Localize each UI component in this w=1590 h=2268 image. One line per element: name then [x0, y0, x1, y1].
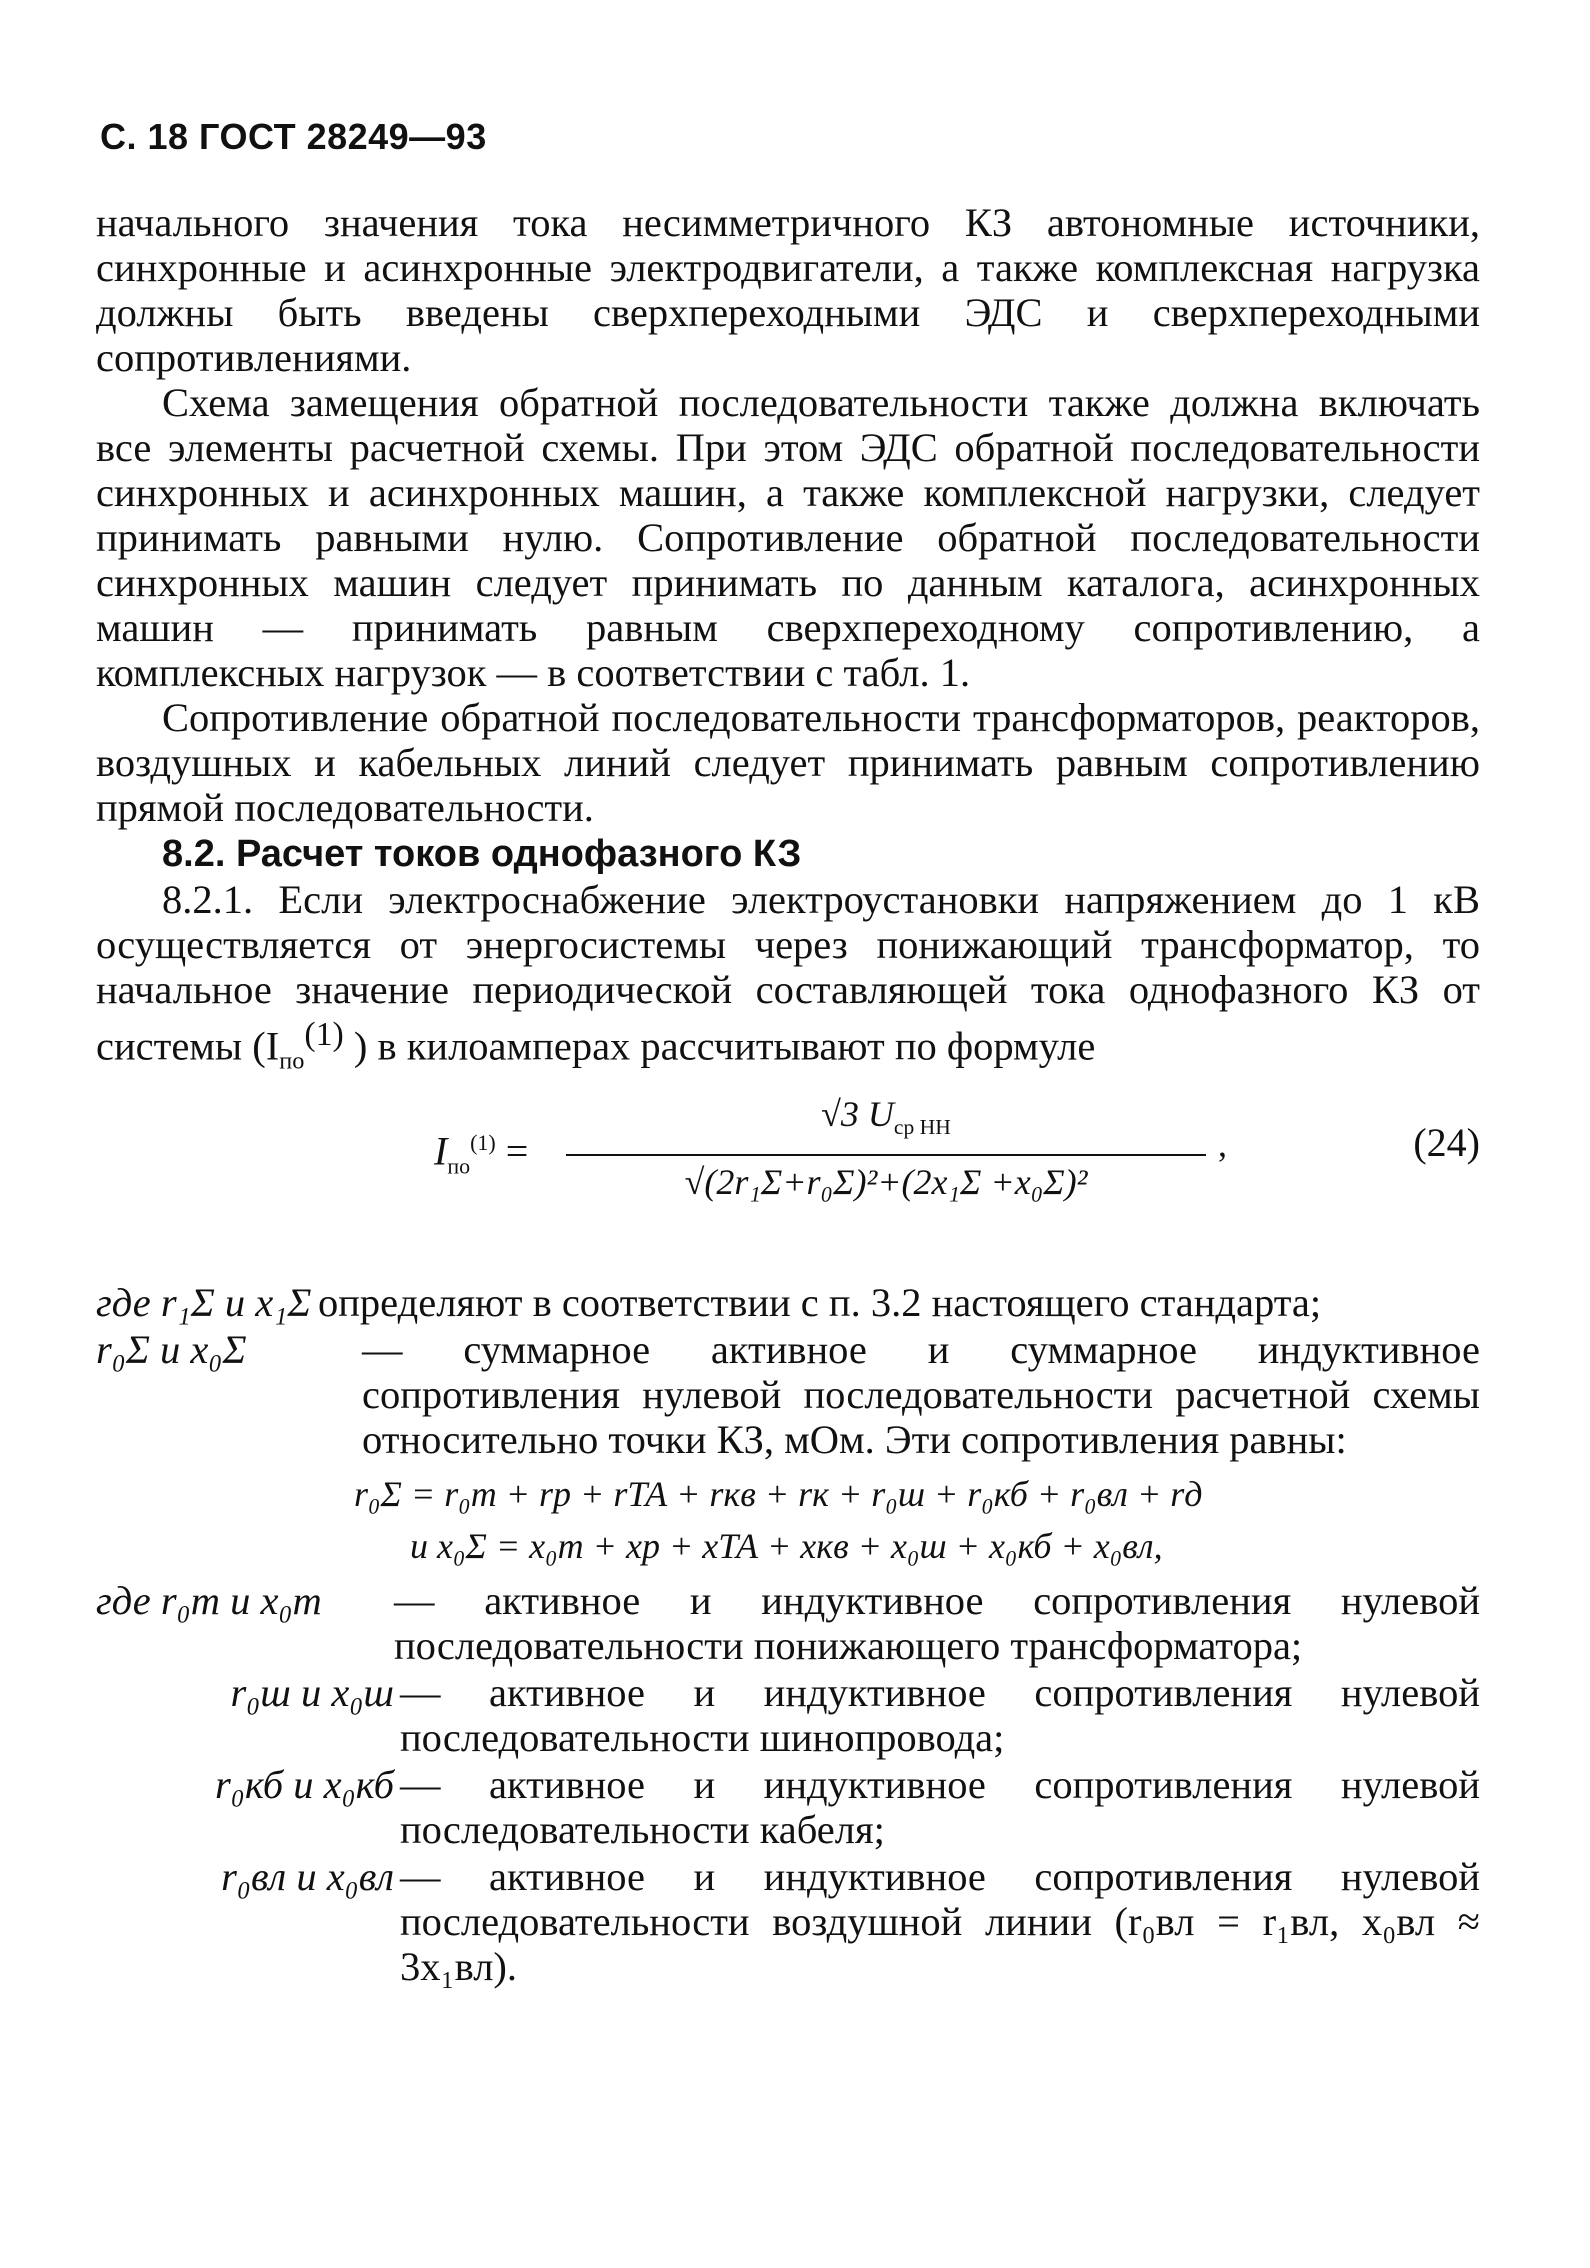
def-r0kb-x0kb	[96, 1762, 1480, 1852]
def-desc: — активное и индуктивное сопротивления нулевой последовательности понижающего трансформатора;	[394, 1578, 1480, 1668]
formula-lhs: $I_{по}^{(1)}$ =	[434, 1127, 529, 1178]
definitions	[96, 1280, 1480, 1989]
def-desc: — активное и индуктивное сопротивления нулевой последовательности шинопровода;	[400, 1670, 1480, 1760]
formula-24	[96, 1092, 1480, 1212]
formula-number: (24)	[1413, 1119, 1480, 1165]
section-title-text: 8.2. Расчет токов однофазного КЗ	[162, 833, 802, 875]
paragraph-4-sub: по	[279, 1047, 305, 1075]
page-header: С. 18 ГОСТ 28249—93	[100, 116, 487, 157]
formula-lhs-sub: по	[447, 1152, 471, 1178]
def-term: r₀кб и x₀кб	[214, 1762, 394, 1807]
def-r0-x0	[96, 1327, 1480, 1462]
def-term: r₀ш и x₀ш	[230, 1670, 394, 1715]
def-desc: — активное и индуктивное сопротивления нулевой последовательности кабеля;	[400, 1762, 1480, 1852]
paragraph-1: начального значения тока несимметричного КЗ автономные источники, синхронные и асинхронные электродвигатели, а также комплексная нагрузка должны быть введены сверхпереходными ЭДС и сверхпереходными сопротивлениями.	[96, 200, 1480, 380]
def-term: где r₁Σ и x₁Σ	[96, 1280, 312, 1325]
paragraph-4-sup: (1)	[304, 1016, 344, 1053]
def-desc: — суммарное активное и суммарное индуктивное сопротивления нулевой последовательности расчетной схемы относительно точки КЗ, мОм. Эти сопротивления равны:	[362, 1327, 1480, 1462]
paragraph-4-tail: ) в килоамперах рассчитывают по формуле	[353, 1023, 1096, 1069]
def-r1-x1	[96, 1280, 1480, 1325]
paragraph-4-text: 8.2.1. Если электроснабжение электроустановки напряжением до 1 кВ осуществляется от энергосистемы через понижающий трансформатор, то начальное значение периодической составляющей тока однофазного КЗ от системы (I	[96, 877, 1480, 1069]
def-r0t-x0t	[96, 1578, 1480, 1668]
equation-r0: r₀Σ = r₀т + rр + rТА + rкв + rк + r₀ш + r₀кб + r₀вл + rд	[354, 1474, 1203, 1514]
equation-x0: и x₀Σ = x₀т + xр + xТА + xкв + x₀ш + x₀кб + x₀вл,	[410, 1526, 1163, 1566]
paragraph-2: Схема замещения обратной последовательности также должна включать все элементы расчетной схемы. При этом ЭДС обратной последовательности синхронных и асинхронных машин, а также комплексной нагрузки, следует принимать равными нулю. Сопротивление обратной последовательности синхронных машин следует принимать по данным каталога, асинхронных машин — принимать равным сверхпереходному сопротивлению, а комплексных нагрузок — в соответствии с табл. 1.	[96, 380, 1480, 695]
formula-denominator: √(2r₁Σ+r₀Σ)²+(2x₁Σ +x₀Σ)²	[684, 1161, 1088, 1202]
def-term: где r₀т и x₀т	[96, 1578, 322, 1623]
paragraph-4	[96, 877, 1480, 1084]
formula-fraction	[566, 1092, 1206, 1205]
def-term: r₀Σ и x₀Σ	[96, 1327, 247, 1372]
formula-comma: ,	[1218, 1123, 1227, 1164]
def-desc: определяют в соответствии с п. 3.2 настоящего стандарта;	[318, 1280, 1322, 1325]
section-title	[96, 830, 1480, 877]
def-r0sh-x0sh	[96, 1670, 1480, 1760]
formula-numerator: √3 $U_{ср НН}$	[566, 1092, 1206, 1156]
def-desc: — активное и индуктивное сопротивления нулевой последовательности воздушной линии (r₀вл = r₁вл, x₀вл ≈ 3x₁вл).	[400, 1854, 1480, 1989]
def-r0vl-x0vl	[96, 1854, 1480, 1989]
def-term: r₀вл и x₀вл	[221, 1854, 394, 1899]
body-text	[96, 200, 1480, 1216]
paragraph-3: Сопротивление обратной последовательности трансформаторов, реакторов, воздушных и кабельных линий следует принимать равным сопротивлению прямой последовательности.	[96, 695, 1480, 830]
formula-equals: =	[505, 1127, 529, 1173]
formula-lhs-sup: (1)	[470, 1129, 496, 1155]
